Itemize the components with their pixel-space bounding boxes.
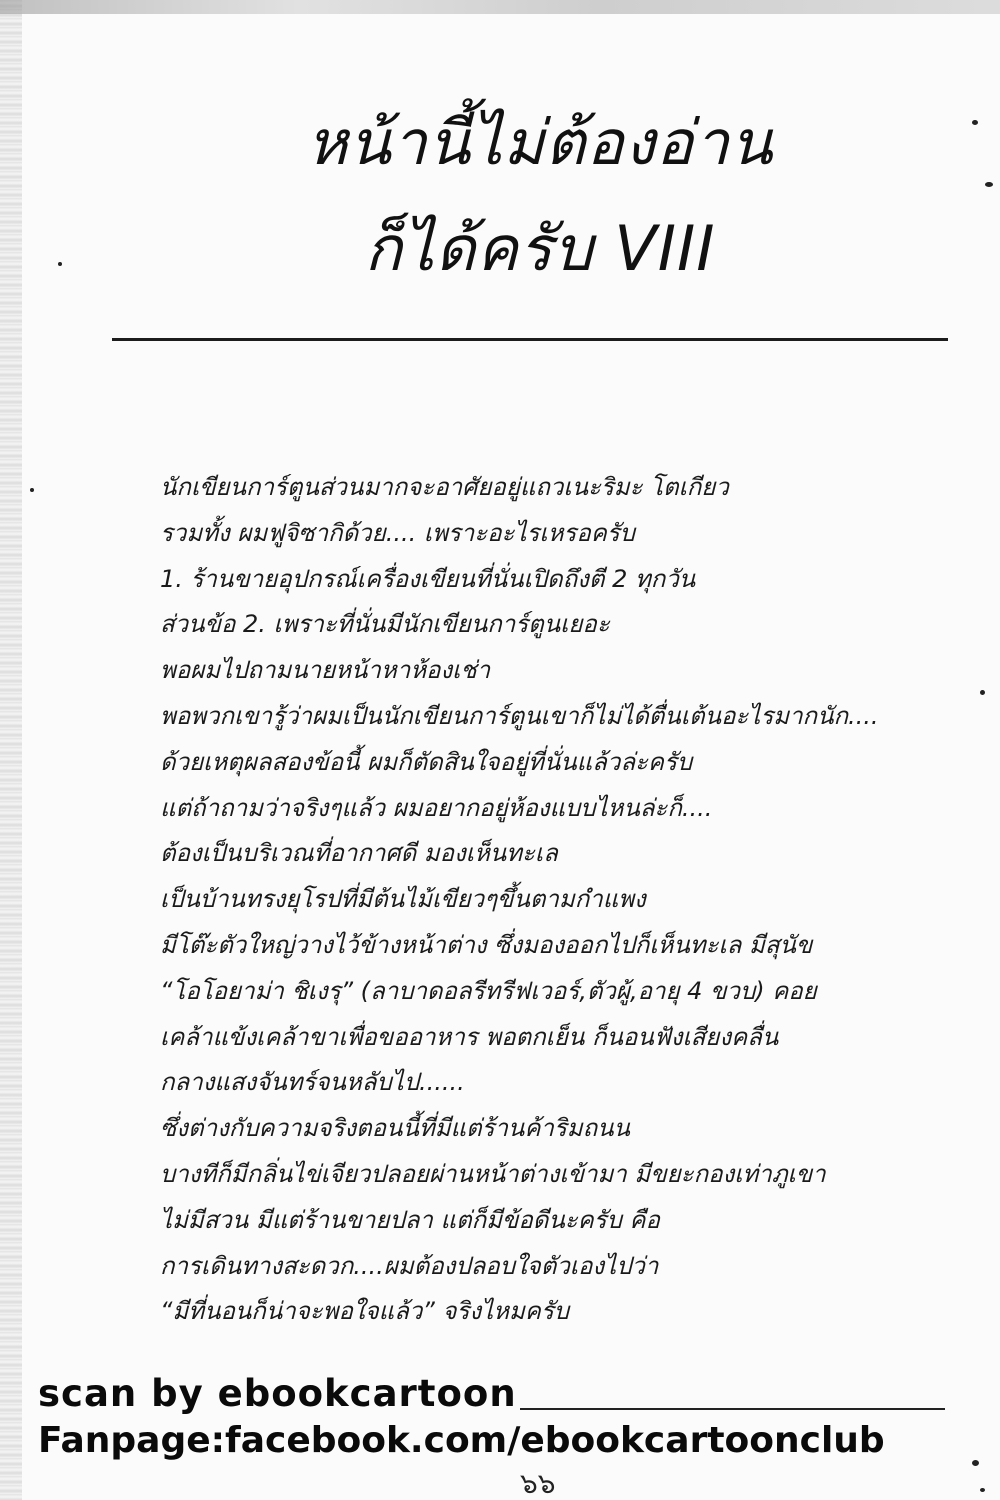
body-line: “มีที่นอนก็น่าจะพอใจแล้ว” จริงไหมครับ — [160, 1297, 569, 1326]
body-line: การเดินทางสะดวก....ผมต้องปลอบใจตัวเองไปว่า — [160, 1251, 659, 1280]
body-text — [160, 465, 950, 1335]
credit-underline — [520, 1408, 945, 1410]
body-line: “โอโอยาม่า ชิเงรุ” (ลาบาดอลรีทรีฟเวอร์,ตัวผู้,อายุ 4 ขวบ) คอย — [160, 976, 817, 1005]
body-line: ส่วนข้อ 2. เพราะที่นั่นมีนักเขียนการ์ตูนเยอะ — [160, 610, 610, 639]
scan-speck — [30, 488, 34, 492]
scan-speck — [980, 1488, 985, 1492]
scan-edge-left — [0, 0, 22, 1500]
scan-speck — [972, 1460, 979, 1466]
scan-speck — [980, 690, 985, 695]
body-line: พอพวกเขารู้ว่าผมเป็นนักเขียนการ์ตูนเขาก็ไม่ได้ตื่นเต้นอะไรมากนัก.... — [160, 701, 879, 730]
body-line: เป็นบ้านทรงยุโรปที่มีต้นไม้เขียวๆขึ้นตามกำแพง — [160, 885, 646, 914]
body-line: 1. ร้านขายอุปกรณ์เครื่องเขียนที่นั่นเปิดถึงตี 2 ทุกวัน — [160, 564, 696, 593]
scan-speck — [972, 120, 978, 125]
body-line: ด้วยเหตุผลสองข้อนี้ ผมก็ตัดสินใจอยู่ที่นั่นแล้วล่ะครับ — [160, 747, 693, 776]
body-line: ซึ่งต่างกับความจริงตอนนี้ที่มีแต่ร้านค้าริมถนน — [160, 1114, 630, 1143]
body-line: บางทีก็มีกลิ่นไข่เจียวปลอยผ่านหน้าต่างเข้ามา มีขยะกองเท่าภูเขา — [160, 1159, 826, 1188]
scan-speck — [985, 182, 993, 187]
body-line: มีโต๊ะตัวใหญ่วางไว้ข้างหน้าต่าง ซึ่งมองออกไปก็เห็นทะเล มีสุนัข — [160, 930, 813, 959]
scan-edge-top — [0, 0, 1000, 14]
body-line: ไม่มีสวน มีแต่ร้านขายปลา แต่ก็มีข้อดีนะครับ คือ — [160, 1205, 660, 1234]
body-line: ต้องเป็นบริเวณที่อากาศดี มองเห็นทะเล — [160, 839, 558, 868]
body-line: รวมทั้ง ผมฟูจิซากิด้วย.... เพราะอะไรเหรอครับ — [160, 518, 635, 547]
body-line: กลางแสงจันทร์จนหลับไป...... — [160, 1068, 465, 1097]
page-number: ๖๖ — [520, 1467, 556, 1500]
page-title-line-2: ก็ได้ครับ VIII — [364, 212, 716, 285]
scan-speck — [58, 262, 62, 266]
scan-credit: scan by ebookcartoon — [38, 1372, 517, 1415]
body-line: พอผมไปถามนายหน้าหาห้องเช่า — [160, 656, 491, 685]
body-line: แต่ถ้าถามว่าจริงๆแล้ว ผมอยากอยู่ห้องแบบไหนล่ะก็.... — [160, 793, 713, 822]
fanpage-credit: Fanpage:facebook.com/ebookcartoonclub — [38, 1420, 885, 1461]
page-title-line-1: หน้านี้ไม่ต้องอ่าน — [306, 106, 774, 179]
body-line: เคล้าแข้งเคล้าขาเพื่อขออาหาร พอตกเย็น ก็นอนฟังเสียงคลื่น — [160, 1022, 779, 1051]
title-divider — [112, 338, 948, 341]
body-line: นักเขียนการ์ตูนส่วนมากจะอาศัยอยู่แถวเนะริมะ โตเกียว — [160, 473, 729, 501]
